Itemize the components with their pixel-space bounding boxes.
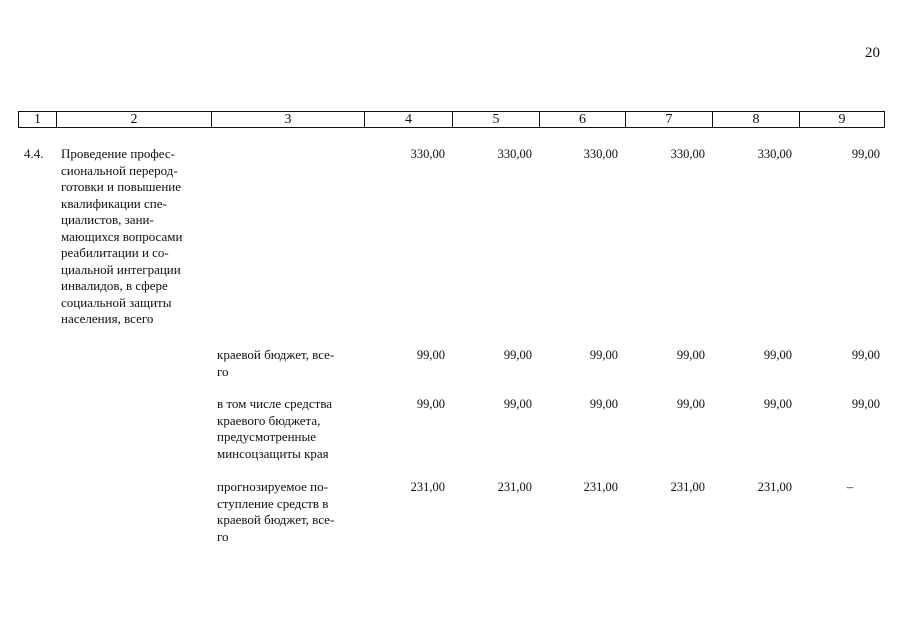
value-col-6: 231,00 (583, 480, 618, 494)
value-col-6: 99,00 (589, 397, 618, 411)
row-source (217, 347, 357, 380)
row-source (217, 396, 357, 462)
row-name-line: готовки и повышение (61, 179, 182, 194)
row-name-line: мающихся вопросами (61, 228, 183, 244)
row-name-line: реабилитации и со- (61, 245, 169, 260)
column-header-9: 9 (799, 112, 884, 127)
value-col-5: 231,00 (497, 480, 532, 494)
row-source-line: краевого бюджета, (217, 412, 321, 428)
value-col-9: 99,00 (851, 397, 880, 411)
value-col-8: 99,00 (763, 397, 792, 411)
value-col-4: 231,00 (410, 480, 445, 494)
row-source (217, 479, 357, 545)
value-col-7: 99,00 (676, 397, 705, 411)
row-source-line: минсоцзащиты края (217, 445, 329, 461)
value-col-6: 99,00 (589, 348, 618, 362)
value-col-7: 330,00 (670, 147, 705, 161)
row-source-line: го (217, 528, 229, 544)
page-number: 20 (865, 45, 880, 61)
row-name-line: социальной защиты (61, 294, 172, 310)
value-col-5: 330,00 (497, 147, 532, 161)
row-source-line: краевой бюджет, все- (217, 347, 335, 362)
value-col-4: 99,00 (416, 348, 445, 362)
column-header-6: 6 (539, 112, 625, 127)
row-name-line: циальной интеграции (61, 261, 181, 277)
column-header-5: 5 (452, 112, 539, 127)
row-index: 4.4. (24, 146, 44, 161)
row-source-line: ступление средств в (217, 495, 329, 511)
row-source-line: прогнозируемое по- (217, 479, 328, 494)
value-col-8: 330,00 (757, 147, 792, 161)
column-header-7: 7 (625, 112, 712, 127)
value-col-7: 99,00 (676, 348, 705, 362)
column-header-1: 1 (34, 112, 41, 127)
value-col-9: – (846, 479, 854, 494)
value-col-7: 231,00 (670, 480, 705, 494)
row-name-line: квалификации спе- (61, 195, 167, 211)
row-source-line: го (217, 363, 229, 379)
table-header-row (18, 111, 885, 128)
column-header-4: 4 (364, 112, 452, 127)
value-col-5: 99,00 (503, 348, 532, 362)
row-source-line: предусмотренные (217, 429, 317, 444)
row-name (61, 146, 203, 328)
value-col-4: 99,00 (416, 397, 445, 411)
value-col-5: 99,00 (503, 397, 532, 411)
value-col-8: 99,00 (763, 348, 792, 362)
value-col-4: 330,00 (410, 147, 445, 161)
row-source-line: в том числе средства (217, 396, 333, 411)
value-col-8: 231,00 (757, 480, 792, 494)
value-col-9: 99,00 (851, 348, 880, 362)
column-header-8: 8 (712, 112, 799, 127)
column-header-3: 3 (211, 112, 364, 127)
row-name-line: инвалидов, в сфере (61, 278, 168, 293)
row-source-line: краевой бюджет, все- (217, 512, 335, 527)
row-name-line: населения, всего (61, 311, 154, 326)
value-col-9: 99,00 (851, 147, 880, 161)
row-name-line: сиональной переpод- (61, 162, 178, 178)
value-col-6: 330,00 (583, 147, 618, 161)
row-name-line: Проведение профес- (61, 146, 175, 161)
column-header-2: 2 (56, 112, 211, 127)
row-name-line: циалистов, зани- (61, 212, 154, 227)
